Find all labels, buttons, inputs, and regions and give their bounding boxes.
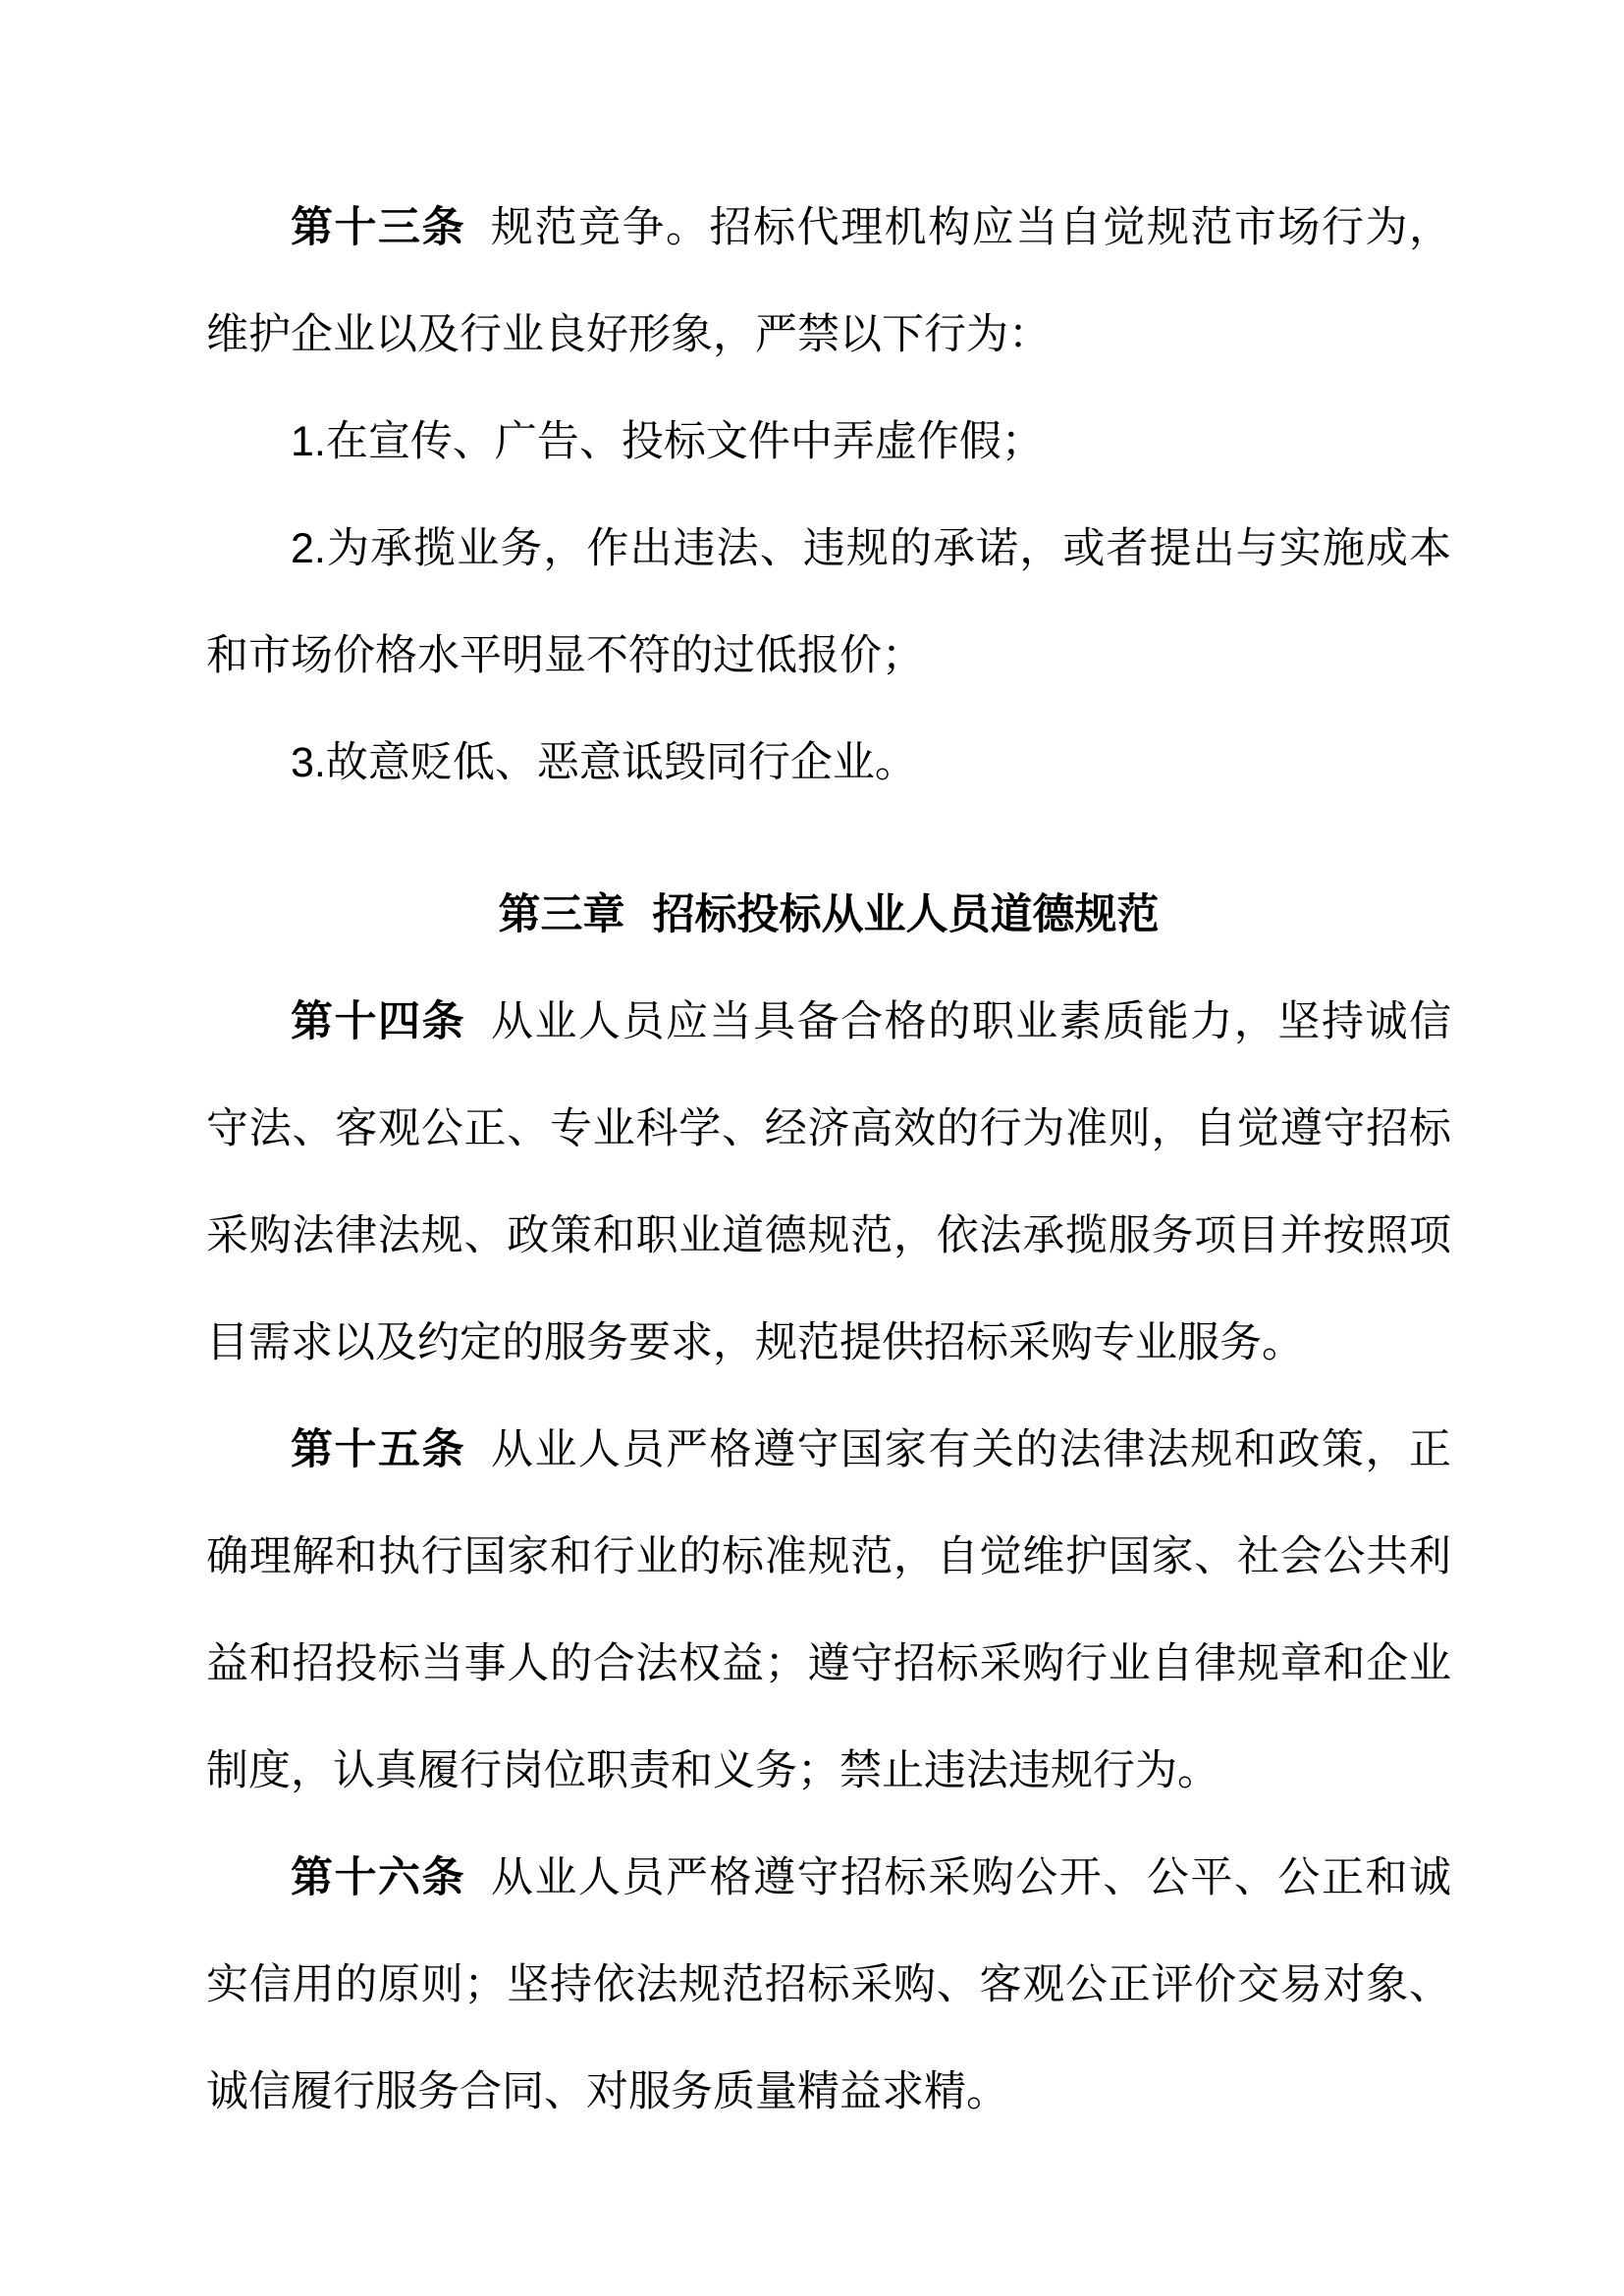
article-15-text: 从业人员严格遵守国家有关的法律法规和政策，正确理解和执行国家和行业的标准规范，自觉维护国家、社会公共利益和招投标当事人的合法权益；遵守招标采购行业自律规章和企业制度，认真履行岗位职责和义务；禁止违法违规行为。 <box>206 1426 1452 1794</box>
article-16-number: 第十六条 <box>291 1854 466 1901</box>
list-item-2-text: 2.为承揽业务，作出违法、违规的承诺，或者提出与实施成本和市场价格水平明显不符的过低报价； <box>206 525 1451 679</box>
list-item-3-text: 3.故意贬低、恶意诋毁同行企业。 <box>291 739 917 786</box>
article-13-text: 规范竞争。招标代理机构应当自觉规范市场行为，维护企业以及行业良好形象，严禁以下行为： <box>206 204 1452 358</box>
chapter-3-title: 招标投标从业人员道德规范 <box>652 891 1160 938</box>
article-14-paragraph <box>206 969 1451 1397</box>
list-item-1 <box>206 389 1451 496</box>
article-13-number: 第十三条 <box>291 204 466 251</box>
article-16-text: 从业人员严格遵守招标采购公开、公平、公正和诚实信用的原则；坚持依法规范招标采购、客观公正评价交易对象、诚信履行服务合同、对服务质量精益求精。 <box>206 1854 1452 2115</box>
article-14-number: 第十四条 <box>291 998 466 1045</box>
chapter-3-heading <box>206 862 1451 969</box>
article-15-number: 第十五条 <box>291 1426 466 1473</box>
list-item-2 <box>206 496 1451 710</box>
chapter-3-number: 第三章 <box>498 891 625 938</box>
article-16-paragraph <box>206 1825 1451 2146</box>
article-15-paragraph <box>206 1397 1451 1825</box>
article-14-text: 从业人员应当具备合格的职业素质能力，坚持诚信守法、客观公正、专业科学、经济高效的行为准则，自觉遵守招标采购法律法规、政策和职业道德规范，依法承揽服务项目并按照项目需求以及约定的服务要求，规范提供招标采购专业服务。 <box>206 998 1452 1366</box>
list-item-1-text: 1.在宣传、广告、投标文件中弄虚作假； <box>291 418 1044 465</box>
list-item-3 <box>206 710 1451 817</box>
article-13-paragraph <box>206 175 1451 389</box>
